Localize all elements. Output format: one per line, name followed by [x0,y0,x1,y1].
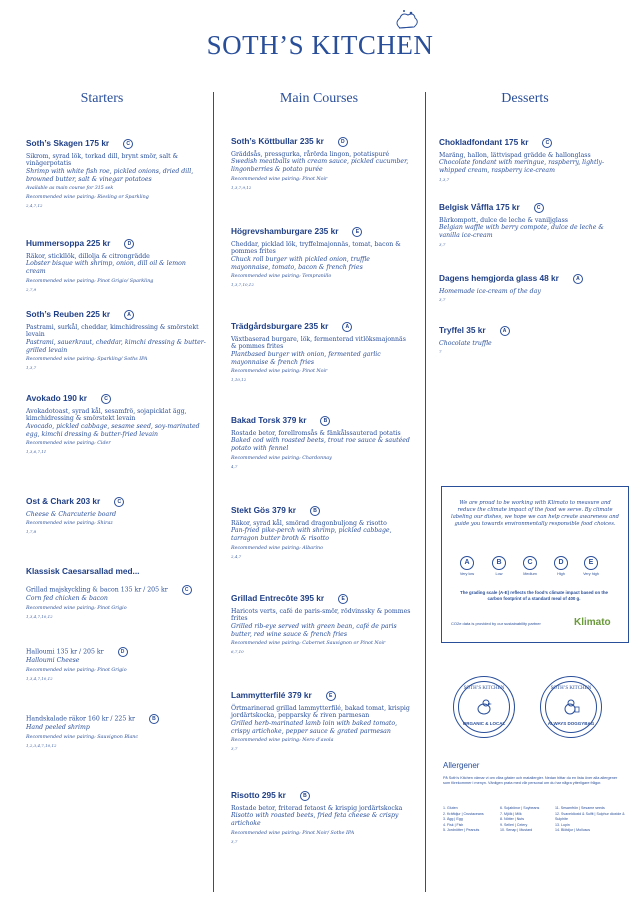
climate-grade-badge: D [338,137,348,147]
climate-grade-badge: E [352,227,362,237]
mains-heading: Main Courses [279,91,359,106]
dish-description-en: Plantbased burger with onion, fermented garlic mayonnaise & french fries [231,351,381,366]
dish-description-en: Chocolate truffle [439,339,492,347]
wine-pairing: Recommended wine pairing: Cider [26,441,111,447]
dish-name: Soth’s Skagen 175 kr [26,138,110,148]
climate-grade-badge: C [542,138,552,148]
caesar-heading: Klassisk Caesarsallad med... [26,566,140,576]
dish-name: Högrevshamburgare 235 kr [231,226,339,236]
dish-description-en: Lobster bisque with shrimp, onion, dill oil & lemon cream [26,260,186,275]
allergens-intro: På Soth’s Kitchen värnar vi om våra gäster och matallergier. Nedan hittar du en lista över alla allergener som förekommer i menyn. Vänligen prata med vår personal om du har några ytterligare frågor. [443,776,618,786]
dish-name: Chokladfondant 175 kr [439,137,529,147]
dish-description-en: Halloumi Cheese [26,657,80,664]
climate-grade-badge: D [118,647,128,657]
climate-grade-badge: B [300,791,310,801]
dish-description-en: Pan-fried pike-perch with shrimp, pickled cabbage, tarragon butter broth & risotto [231,527,392,542]
dish-description-sv: Rostade betor, forellromsås & fänkålssauterad potatis [231,429,401,437]
dish-name: Avokado 190 kr [26,393,88,403]
dish-description-en: Swedish meatballs with cream sauce, pickled cucumber, lingonberries & potato purée [231,158,409,173]
starter-item [26,138,202,208]
allergen-codes: 1,3,4,7,10,12 [26,675,53,681]
dessert-item [439,202,625,247]
grade-label: Medium [523,572,537,576]
climate-grade-badge: C [123,139,133,149]
allergen-codes: 1,3,7 [26,365,37,371]
wine-pairing: Recommended wine pairing: Cabernet Sauvignon or Pinot Noir [231,641,386,647]
grading-scale-text: The grading scale (A-E) reflects the food’s climate impact based on the carbon footprint of a standard meal of 400 g. [460,590,608,601]
grade-b [491,556,507,576]
dessert-item [439,273,625,302]
climate-grade-badge: A [342,322,352,332]
wine-pairing: Recommended wine pairing: Tempranillo [231,274,332,280]
dish-description-en: Shrimp with white fish roe, pickled onions, dried dill, browned butter, salt & vinegar potatoes [26,168,194,183]
dish-description-sv: Pastrami, surkål, cheddar, kimchidressing & smörstekt levain [26,323,199,339]
climate-grade-badge: C [114,497,124,507]
grade-label: Low [495,572,503,576]
dish-description-sv: Sikrom, syrad lök, torkad dill, brynt smör, salt & vinägerpotatis [26,152,179,168]
main-item [231,321,411,382]
dish-name: Grillad majskyckling & bacon 135 kr / 205 kr [26,586,168,594]
allergen-codes: 3,7 [439,241,446,247]
bird-with-bag-icon [561,696,581,718]
allergen-codes: 1,3,7,10,12 [231,282,254,288]
dish-description-en: Corn fed chicken & bacon [26,595,108,602]
wine-pairing: Recommended wine pairing: Albarino [231,545,323,551]
allergen-codes: 1,7,8 [26,529,37,535]
allergen-list-col1 [443,806,499,834]
allergen-list-col3 [555,806,625,834]
dish-name: Belgisk Våffla 175 kr [439,202,520,212]
allergen-list-col2 [500,806,554,834]
main-item [231,790,411,844]
allergen-entry: 4. Fisk | Fish [443,822,464,827]
allergen-entry: 7. Mjölk | Milk [500,811,522,816]
dish-name: Stekt Gös 379 kr [231,505,297,515]
allergen-codes: 4,7 [231,463,238,469]
grade-circle: B [492,556,506,570]
allergen-codes: 1,3,4,7,10,12 [26,613,53,619]
dish-name: Tryffel 35 kr [439,325,486,335]
co2e-credit: CO2e data is provided by our sustainability partner [451,621,541,626]
starter-item [26,496,202,534]
climate-intro: We are proud to be working with Klimato to measure and reduce the climate impact of the food we serve. By climate labeling our dishes, we hope we can help create awareness and guide you towards environmentally responsible food choices. [451,500,619,527]
climate-grade-badge: B [149,714,159,724]
klimato-logo: Klimato [574,617,611,628]
allergen-codes: 7 [439,349,442,355]
dish-name: Grillad Entrecôte 395 kr [231,593,325,603]
allergen-entry: 3. Ägg | Egg [443,817,463,822]
allergen-entry: 13. Lupin [555,822,570,827]
allergens-title: Allergener [443,761,480,770]
allergen-entry: 2. Kräftdjur | Crustaceans [443,811,484,816]
allergen-codes: 6,7,10 [231,649,244,655]
wine-pairing: Recommended wine pairing: Pinot Noir [231,369,328,375]
climate-grade-badge: C [182,585,192,595]
doggybag-stamp [540,676,602,738]
allergen-codes: 1,3,7 [439,176,450,182]
main-item [231,415,411,469]
dish-note: Available as main course for 315 sek [26,186,114,192]
dish-description-sv: Avokadotoast, syrad kål, sesamfrö, sojapicklat ägg, kimchidressing & smörstekt levain [26,407,187,423]
allergen-entry: 11. Sesamfrön | Sesame seeds [555,806,605,810]
wine-pairing: Recommended wine pairing: Shiraz [26,521,113,527]
allergen-codes: 2,4,7 [231,553,242,559]
dish-name: Trädgårdsburgare 235 kr [231,321,329,331]
climate-grade-badge: A [573,274,583,284]
caesar-item [26,714,206,748]
grade-label: Very low [459,572,475,576]
dish-description-en: Chuck roll burger with pickled onion, truffle mayonnaise, tomato, bacon & french fries [231,256,370,271]
starter-item [26,393,206,454]
dish-name: Soth’s Reuben 225 kr [26,309,111,319]
climate-grade-badge: C [101,394,111,404]
dish-description-sv: Örtmarinerad grillad lammytterfilé, bakad tomat, krispig jordärtskocka, pepparsky & riven parmesan [231,704,410,720]
dish-description-sv: Rostade betor, friterad fetaost & krispig jordärtskocka [231,804,403,812]
main-item [231,690,411,751]
grade-circle: A [460,556,474,570]
climate-grade-badge: E [326,691,336,701]
climate-grade-badge: A [500,326,510,336]
column-divider-right [425,92,426,892]
caesar-item [26,647,206,681]
main-item [231,136,411,190]
dish-description-en: Pastrami, sauerkraut, cheddar, kimchi dressing & butter-grilled levain [26,339,206,354]
grade-circle: D [554,556,568,570]
stamp-bottom-text: ALWAYS DOGGYBAG [547,721,595,726]
stamp-top-text: SOTH’S KITCHEN [550,686,592,691]
brand-title: SOTH’S KITCHEN [206,30,434,60]
allergen-codes: 3,7 [231,838,238,844]
dish-description-sv: Gräddsås, pressgurka, rårörda lingon, potatispuré [231,150,390,158]
allergen-codes: 1,3,6,7,11 [26,449,47,455]
dish-description-sv: Växtbaserad burgare, lök, fermenterad vitlöksmajonnäs & pommes frites [231,335,406,351]
caesar-item [26,585,206,619]
allergen-codes: 2,7,9 [26,286,37,292]
column-divider-left [213,92,214,892]
allergen-codes: 3,7 [439,297,446,303]
allergen-entry: 1. Gluten [443,806,458,810]
dish-description-en: Baked cod with roasted beets, trout roe sauce & sautéed potato with fennel [231,437,410,452]
wine-pairing: Recommended wine pairing: Chardonnay [231,455,332,461]
climate-grade-badge: A [124,310,134,320]
allergen-codes: 1,2,3,4,7,10,12 [26,742,57,748]
wine-pairing: Recommended wine pairing: Pinot Grigio [26,605,127,611]
wine-pairing: Recommended wine pairing: Pinot Grigio [26,667,127,673]
dish-description-en: Cheese & Charcuterie board [26,510,117,518]
dish-description-en: Belgian waffle with berry compote, dulce de leche & vanilla ice-cream [439,224,604,239]
allergen-codes: 3,7 [231,746,238,752]
main-item [231,593,411,654]
grade-c [522,556,538,576]
dish-description-sv: Bärkompott, dulce de leche & vaniljglass [439,216,568,224]
dish-name: Hummersoppa 225 kr [26,238,111,248]
grade-d [553,556,569,576]
dish-name: Dagens hemgjorda glass 48 kr [439,273,559,283]
grade-a [459,556,475,576]
wine-pairing: Recommended wine pairing: Nero d’avola [231,738,334,744]
allergen-codes: 2,4,7,12 [26,203,43,209]
dish-name: Bakad Torsk 379 kr [231,415,307,425]
starter-item [26,309,206,370]
dish-description-en: Chocolate fondant with meringue, raspberry, lightly-whipped cream, raspberry ice-cream [439,159,605,174]
allergen-entry: 6. Sojabönor | Soybeans [500,806,540,810]
chef-hat-logo-icon [392,6,420,36]
climate-grade-badge: E [338,594,348,604]
wine-pairing: Recommended wine pairing: Pinot Noir/ Sothe IPA [231,830,355,836]
dish-description-sv: Maräng, hallon, lättvispad grädde & hallonglass [439,151,591,159]
dish-name: Soth’s Köttbullar 235 kr [231,136,324,146]
allergen-entry: 10. Senap | Mustard [500,828,533,833]
dish-description-sv: Räkor, stickllök, dillolja & citrongrädde [26,252,150,260]
dish-description-en: Avocado, pickled cabbage, sesame seed, soy-marinated egg, kimchi dressing & butter-fried levain [26,423,200,438]
climate-grade-badge: C [534,203,544,213]
wine-pairing: Recommended wine pairing: Sauvignon Blanc [26,734,139,740]
desserts-heading: Desserts [501,91,549,106]
grade-label: Very high [583,572,599,576]
starter-item [26,238,202,292]
dish-description-sv: Haricots verts, café de paris-smör, rödvinssky & pommes frites [231,607,411,623]
climate-grade-badge: B [320,416,330,426]
grade-e [583,556,599,576]
climate-grade-badge: D [124,239,134,249]
dish-description-en: Grilled rib-eye served with green bean, café de paris butter, red wine sauce & french fries [231,623,397,638]
allergen-codes: 1,3,7,9,12 [231,184,252,190]
dessert-item [439,325,625,354]
allergen-entry: 12. Svaveldioxid & Sulfit | Sulphur dioxide & Sulphite [555,811,625,822]
organic-local-stamp [453,676,515,738]
dish-description-en: Hand peeled shrimp [26,724,90,731]
wine-pairing: Recommended wine pairing: Pinot Noir [231,176,328,182]
dish-name: Lammytterfilé 379 kr [231,690,312,700]
allergen-codes: 1,10,12 [231,377,247,383]
grade-label: High [557,572,565,576]
allergen-entry: 14. Blötdjur | Molluscs [555,828,591,833]
stamp-top-text: SOTH’S KITCHEN [463,686,505,691]
grade-circle: C [523,556,537,570]
main-item [231,226,411,287]
dish-name: Handskalade räkor 160 kr / 225 kr [26,715,135,723]
wine-pairing: Recommended wine pairing: Pinot Grigio/ Sparkling [26,278,154,284]
dish-name: Halloumi 135 kr / 205 kr [26,648,104,656]
allergen-entry: 5. Jordnötter | Peanuts [443,828,480,833]
dish-description-en: Risotto with roasted beets, fried feta cheese & crispy artichoke [231,812,399,827]
wine-pairing: Recommended wine pairing: Sparkling/ Soths IPA [26,357,148,363]
grade-circle: E [584,556,598,570]
dish-name: Ost & Chark 203 kr [26,496,101,506]
starters-heading: Starters [80,91,124,106]
dessert-item [439,137,625,182]
dish-name: Risotto 295 kr [231,790,286,800]
dish-description-en: Homemade ice-cream of the day [439,287,541,295]
stamp-bottom-text: ORGANIC & LOCAL [462,721,506,726]
allergen-entry: 8. Nötter | Nuts [500,817,525,822]
allergen-entry: 9. Selleri | Celery [500,822,528,827]
main-item [231,505,411,559]
dish-description-sv: Cheddar, picklad lök, tryffelmajonnäs, tomat, bacon & pommes frites [231,240,401,256]
climate-grade-badge: B [310,506,320,516]
farmer-bird-icon [474,696,494,718]
wine-pairing: Recommended wine pairing: Riesling or Sparkling [26,195,149,201]
dish-description-sv: Räkor, syrad kål, smörad dragonbuljong & risotto [231,519,387,527]
dish-description-en: Grilled herb-marinated lamb loin with baked tomato, crispy artichoke, pepper sauce & grated parmesan [231,720,398,735]
